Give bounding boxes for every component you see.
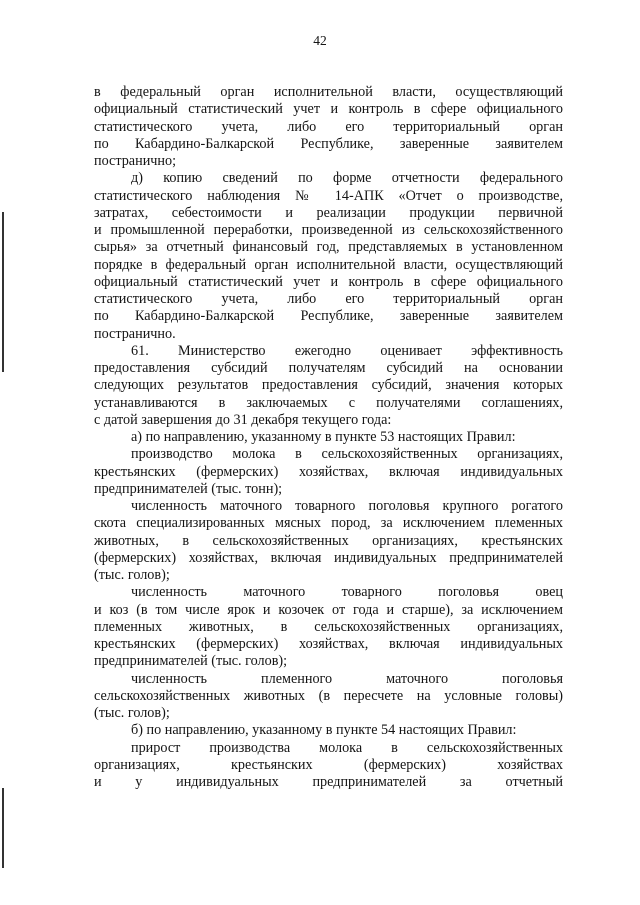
text-line: с датой завершения до 31 декабря текущего года: (94, 411, 392, 428)
text-line: следующих результатов предоставления субсидий, значения которых (94, 377, 563, 394)
text-line: животных, в сельскохозяйственных организациях, крестьянских (94, 532, 563, 549)
text-line: д) копию сведений по форме отчетности федерального (131, 170, 563, 187)
text-line: крестьянских (фермерских) хозяйствах, включая индивидуальных (94, 463, 563, 480)
text-line: предоставления субсидий получателям субсидий на основании (94, 360, 563, 376)
text-line: порядке в федеральный орган исполнительной власти, осуществляющий (94, 256, 563, 273)
text-line: сельскохозяйственных животных (в пересчете на условные головы) (94, 687, 563, 704)
text-line: статистического учета, либо его территориальный орган (94, 291, 563, 307)
text-line: прирост производства молока в сельскохозяйственных (131, 739, 563, 756)
text-line: по Кабардино-Балкарской Республике, заверенные заявителем (94, 135, 563, 152)
document-body (94, 84, 563, 791)
text-line: (тыс. голов); (94, 567, 170, 583)
paragraph (94, 584, 563, 670)
text-line: а) по направлению, указанному в пункте 53 настоящих Правил: (131, 429, 516, 445)
text-line: устанавливаются в заключаемых с получателями соглашениях, (94, 394, 563, 411)
text-line: организациях, крестьянских (фермерских) хозяйствах (94, 756, 563, 773)
text-line: скота специализированных мясных пород, за исключением племенных (94, 515, 563, 532)
text-line: постранично; (94, 153, 177, 169)
text-line: 61. Министерство ежегодно оценивает эффективность (131, 342, 563, 359)
text-line: постранично. (94, 325, 176, 342)
paragraph (94, 84, 563, 170)
paragraph (94, 671, 563, 723)
paragraph (94, 722, 563, 739)
text-line: сырья» за отчетный финансовый год, представляемых в установленном (94, 239, 563, 256)
text-line: численность маточного товарного поголовья овец (131, 584, 563, 601)
text-line: численность маточного товарного поголовья крупного рогатого (131, 498, 563, 514)
text-line: предпринимателей (тыс. голов); (94, 653, 288, 670)
text-line: и промышленной переработки, произведенной из сельскохозяйственного (94, 222, 563, 238)
scan-margin-mark (2, 212, 4, 372)
text-line: статистического наблюдения № 14-АПК «Отчет о производстве, (94, 187, 563, 204)
text-line: официальный статистический учет и контроль в сфере официального (94, 273, 563, 290)
text-line: племенных животных, в сельскохозяйственных организациях, (94, 618, 563, 635)
text-line: (тыс. голов); (94, 705, 170, 721)
paragraph (94, 498, 563, 584)
text-line: предпринимателей (тыс. тонн); (94, 480, 283, 497)
paragraph (94, 446, 563, 498)
page-number: 42 (313, 33, 327, 48)
text-line: в федеральный орган исполнительной власти, осуществляющий (94, 84, 563, 100)
text-line: затратах, себестоимости и реализации продукции первичной (94, 204, 563, 221)
text-line: крестьянских (фермерских) хозяйствах, включая индивидуальных (94, 636, 563, 652)
paragraph (94, 170, 563, 343)
paragraph (94, 429, 563, 446)
text-line: и у индивидуальных предпринимателей за отчетный (94, 774, 563, 790)
paragraph (94, 740, 563, 792)
text-line: официальный статистический учет и контроль в сфере официального (94, 101, 563, 118)
text-line: численность племенного маточного поголовья (131, 670, 563, 687)
text-line: статистического учета, либо его территориальный орган (94, 118, 563, 135)
text-line: по Кабардино-Балкарской Республике, заверенные заявителем (94, 308, 563, 325)
text-line: б) по направлению, указанному в пункте 54 настоящих Правил: (131, 722, 517, 739)
paragraph (94, 343, 563, 429)
scan-margin-mark (2, 788, 4, 868)
text-line: (фермерских) хозяйствах, включая индивидуальных предпринимателей (94, 549, 563, 566)
text-line: и коз (в том числе ярок и козочек от года и старше), за исключением (94, 601, 563, 618)
text-line: производство молока в сельскохозяйственных организациях, (131, 446, 563, 463)
